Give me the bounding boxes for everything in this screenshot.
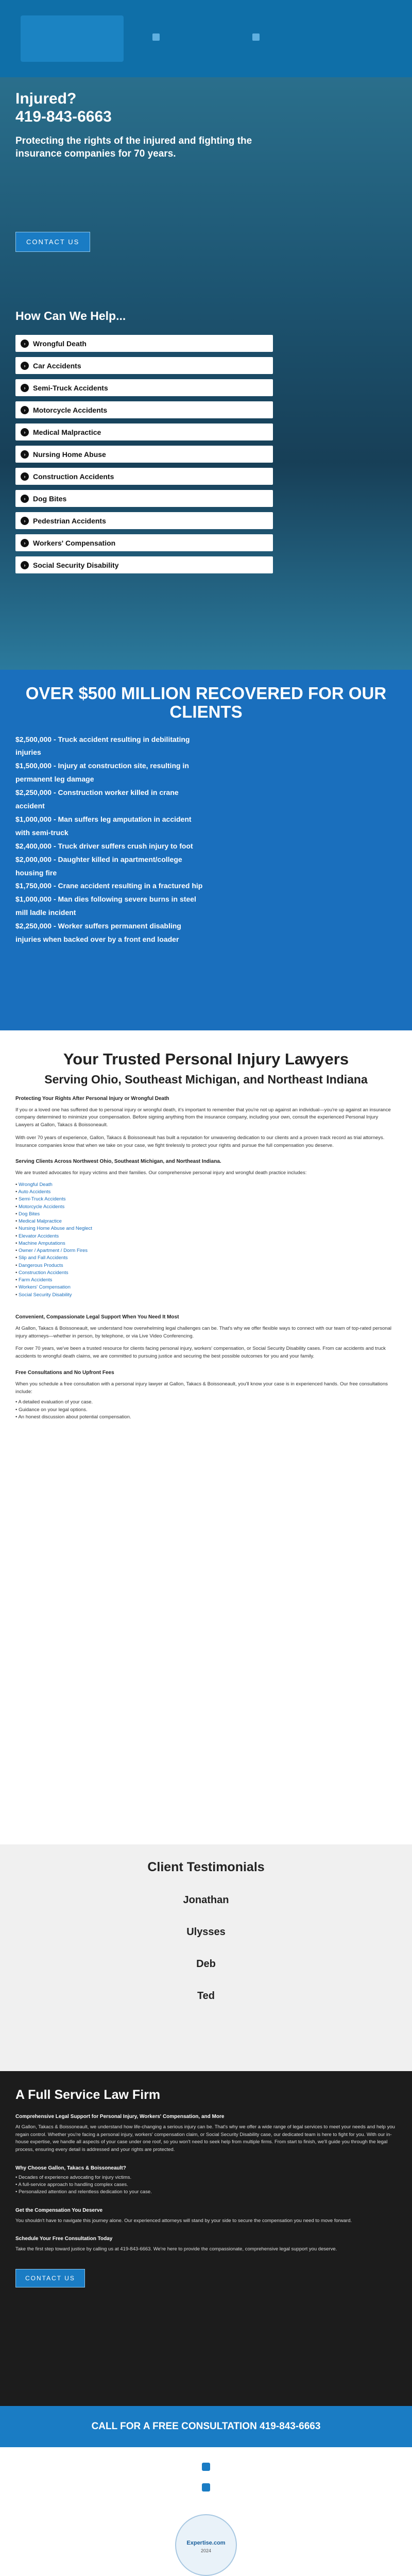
practice-link[interactable]	[15, 1240, 397, 1247]
full-service-contact-button[interactable]: CONTACT US	[15, 2269, 85, 2287]
verdicts-section	[0, 670, 412, 1030]
verdict-item	[15, 813, 206, 840]
full-service-section	[0, 2071, 412, 2406]
why-choose-item	[15, 2181, 397, 2189]
practice-link-label: Elevator Accidents	[18, 1233, 59, 1239]
testimonials-section	[0, 1844, 412, 2071]
verdict-item-label: $2,400,000 - Truck driver suffers crush injury to foot	[15, 841, 193, 850]
expertise-badge-year: 2024	[200, 2548, 212, 2553]
practice-link[interactable]	[15, 1284, 397, 1291]
full-service-heading: A Full Service Law Firm	[15, 2088, 161, 2102]
practice-link-label: Machine Amputations	[18, 1240, 65, 1246]
full-service-paragraph: You shouldn't have to navigate this journey alone. Our experienced attorneys will stand by your side to secure the compensation you need to move forward.	[15, 2217, 352, 2224]
practice-area-item-label: Social Security Disability	[33, 561, 119, 569]
hero-contact-button[interactable]: CONTACT US	[15, 232, 90, 252]
practice-link[interactable]	[15, 1181, 397, 1189]
verdict-item-label: $1,000,000 - Man dies following severe burns in steel mill ladle incident	[15, 895, 196, 917]
trusted-subhead-2: Serving Clients Across Northwest Ohio, Southeast Michigan, and Northeast Indiana.	[15, 1159, 221, 1165]
chevron-right-icon: ›	[21, 340, 29, 348]
verdict-item-label: $2,250,000 - Worker suffers permanent disabling injuries when backed over by a front end loader	[15, 922, 181, 943]
free-consultation-call-bar[interactable]: CALL FOR A FREE CONSULTATION 419-843-6663	[0, 2406, 412, 2447]
practice-link-label: Wrongful Death	[18, 1181, 53, 1188]
trusted-paragraph: When you schedule a free consultation with a personal injury lawyer at Gallon, Takacs & Boissoneault, you'll know your case is in experienced hands. Our free consultations include:	[15, 1381, 388, 1395]
practice-area-item[interactable]	[15, 379, 273, 396]
expertise-badge[interactable]	[175, 2514, 237, 2576]
practice-area-item-label: Wrongful Death	[33, 339, 87, 348]
trusted-section	[0, 1030, 412, 1844]
practice-area-item-label: Car Accidents	[33, 361, 81, 370]
trusted-heading: Your Trusted Personal Injury Lawyers	[63, 1050, 349, 1068]
trusted-subhead-1: Protecting Your Rights After Personal Injury or Wrongful Death	[15, 1095, 169, 1101]
full-service-paragraph: Take the first step toward justice by calling us at 419-843-6663. We're here to provide the compassionate, comprehensive legal support you deserve.	[15, 2246, 337, 2252]
trusted-paragraph: If you or a loved one has suffered due to personal injury or wrongful death, it's important to remember that you're not up against an individual—you're up against an insurance company determined to minimize your compensation. Before signing anything from the insurance company, including your own, consult the experienced Personal Injury Lawyers at Gallon, Takacs & Boissoneault.	[15, 1107, 391, 1128]
full-service-subhead: Schedule Your Free Consultation Today	[15, 2236, 113, 2242]
why-choose-list	[15, 2174, 397, 2196]
hero-phone-link[interactable]: 419-843-6663	[15, 108, 112, 125]
practice-area-item[interactable]	[15, 357, 273, 374]
full-service-subhead: Why Choose Gallon, Takacs & Boissoneault?	[15, 2165, 126, 2171]
chevron-right-icon: ›	[21, 472, 29, 481]
testimonial-name-label: Ulysses	[186, 1926, 226, 1938]
testimonial-name-label: Ted	[197, 1990, 215, 2002]
verdict-item-label: $1,500,000 - Injury at construction site, resulting in permanent leg damage	[15, 761, 189, 784]
consultation-item	[15, 1414, 397, 1421]
hero-section	[0, 77, 412, 670]
hero-heading-line1: Injured?	[15, 90, 77, 107]
practice-area-list	[15, 335, 273, 579]
practice-link-label: Farm Accidents	[18, 1277, 53, 1283]
testimonial-name	[0, 1980, 412, 2012]
verdict-item-label: $1,000,000 - Man suffers leg amputation in accident with semi-truck	[15, 815, 192, 837]
practice-link[interactable]	[15, 1196, 397, 1203]
practice-link[interactable]	[15, 1269, 397, 1277]
practice-link[interactable]	[15, 1218, 397, 1225]
chevron-right-icon: ›	[21, 561, 29, 569]
full-service-subhead: Get the Compensation You Deserve	[15, 2207, 103, 2213]
hero-heading	[15, 90, 283, 126]
practice-link[interactable]	[15, 1262, 397, 1269]
practice-area-item[interactable]	[15, 423, 273, 440]
why-choose-item	[15, 2174, 397, 2181]
phone-icon[interactable]	[152, 33, 160, 41]
practice-link-label: Auto Accidents	[18, 1189, 51, 1195]
practice-link[interactable]	[15, 1225, 397, 1232]
testimonials-heading: Client Testimonials	[147, 1860, 265, 1874]
practice-area-item[interactable]	[15, 512, 273, 529]
practice-area-item[interactable]	[15, 335, 273, 352]
practice-area-item[interactable]	[15, 446, 273, 463]
practice-area-item-label: Pedestrian Accidents	[33, 516, 106, 525]
practice-link-label: Workers' Compensation	[18, 1284, 71, 1291]
practice-area-item[interactable]	[15, 401, 273, 418]
chevron-right-icon: ›	[21, 517, 29, 525]
trusted-paragraph: For over 70 years, we've been a trusted resource for clients facing personal injury, workers' compensation, or Social Security Disability cases. From car accidents and truck accidents to wrongful death claims, we are committed to pursuing justice and securing the best possible outcomes for you and your family.	[15, 1346, 386, 1360]
trusted-subheading: Serving Ohio, Southeast Michigan, and Northeast Indiana	[44, 1072, 368, 1086]
verdict-list	[15, 733, 397, 946]
practice-area-item-label: Nursing Home Abuse	[33, 450, 106, 459]
practice-link-label: Dog Bites	[18, 1211, 40, 1217]
chevron-right-icon: ›	[21, 406, 29, 414]
header-icons	[0, 33, 412, 41]
testimonial-name	[0, 1884, 412, 1916]
practice-link[interactable]	[15, 1277, 397, 1284]
practice-area-item-label: Motorcycle Accidents	[33, 405, 108, 414]
practice-link-label: Dangerous Products	[18, 1262, 63, 1268]
trusted-paragraph: We are trusted advocates for injury victims and their families. Our comprehensive personal injury and wrongful death practice includes:	[15, 1170, 307, 1176]
practice-link-label: Construction Accidents	[18, 1269, 68, 1276]
why-choose-item-label: A full-service approach to handling complex cases.	[18, 2182, 128, 2188]
why-choose-item-label: Personalized attention and relentless dedication to your case.	[18, 2189, 152, 2195]
testimonial-name	[0, 1948, 412, 1980]
practice-link-label: Social Security Disability	[18, 1292, 72, 1298]
practice-link[interactable]	[15, 1189, 397, 1196]
badge-icon	[202, 2463, 210, 2471]
hero-tagline: Protecting the rights of the injured and fighting the insurance companies for 70 years.	[15, 135, 252, 159]
verdict-item	[15, 759, 206, 786]
practice-link-label: Owner / Apartment / Dorm Fires	[18, 1248, 88, 1254]
trusted-subhead-4: Free Consultations and No Upfront Fees	[15, 1369, 114, 1376]
verdict-item-label: $2,000,000 - Daughter killed in apartment/college housing fire	[15, 855, 182, 877]
consultation-item	[15, 1406, 397, 1414]
verdict-item-label: $2,250,000 - Construction worker killed in crane accident	[15, 788, 179, 810]
chevron-right-icon: ›	[21, 362, 29, 370]
trusted-paragraph: At Gallon, Takacs & Boissoneault, we understand how overwhelming legal challenges can be. That's why we offer flexible ways to connect with our team of top-rated personal injury attorneys—whether in person, by telephone, or via Live Video Conferencing.	[15, 1325, 392, 1339]
trusted-paragraph: With over 70 years of experience, Gallon, Takacs & Boissoneault has built a reputation for unwavering dedication to our clients and a proven track record as trial attorneys. Insurance companies know that when we take on your case, we fight tirelessly to protect your rights and pursue the full compensation you deserve.	[15, 1134, 385, 1148]
verdict-item	[15, 879, 206, 893]
practice-link[interactable]	[15, 1233, 397, 1240]
chevron-right-icon: ›	[21, 384, 29, 392]
consultation-item-label: An honest discussion about potential compensation.	[18, 1414, 131, 1420]
practice-link-label: Nursing Home Abuse and Neglect	[18, 1226, 93, 1232]
practice-area-item[interactable]	[15, 534, 273, 551]
full-service-paragraph: At Gallon, Takacs & Boissoneault, we understand how life-changing a serious injury can be. That's why we offer a wide range of legal services to meet your needs and help you regain control. Whether you're facing a personal injury, workers' compensation claim, or Social Security Disability case, our dedicated team is here to fight for you. With our in-house expertise, we handle all aspects of your case under one roof, so you won't need to seek help from multiple firms. From start to finish, we'll guide you through the legal process, ensuring every detail is addressed and your rights are protected.	[15, 2124, 395, 2153]
verdict-item	[15, 786, 206, 813]
badges-section	[0, 2447, 412, 2576]
verdict-item	[15, 733, 206, 760]
testimonial-list	[0, 1884, 412, 2012]
testimonial-name-label: Jonathan	[183, 1894, 229, 1906]
practice-link-label: Medical Malpractice	[18, 1218, 62, 1225]
expertise-badge-name: Expertise.com	[186, 2540, 226, 2546]
practice-link-label: Motorcycle Accidents	[18, 1204, 65, 1210]
chevron-right-icon: ›	[21, 495, 29, 503]
practice-link[interactable]	[15, 1247, 397, 1255]
consultation-item-label: Guidance on your legal options.	[18, 1406, 88, 1413]
consultation-list	[15, 1399, 397, 1421]
practice-link-label: Slip and Fall Accidents	[18, 1255, 68, 1261]
practice-area-item[interactable]	[15, 490, 273, 507]
trusted-subhead-3: Convenient, Compassionate Legal Support When You Need It Most	[15, 1314, 179, 1320]
consultation-item	[15, 1399, 397, 1406]
hero-text	[15, 90, 283, 160]
why-choose-item-label: Decades of experience advocating for injury victims.	[18, 2174, 132, 2180]
verdict-item-label: $1,750,000 - Crane accident resulting in a fractured hip	[15, 882, 203, 890]
chevron-right-icon: ›	[21, 539, 29, 547]
practice-links-list	[15, 1181, 397, 1299]
practice-link[interactable]	[15, 1211, 397, 1218]
practice-area-item-label: Semi-Truck Accidents	[33, 383, 108, 392]
verdict-item	[15, 840, 206, 853]
help-heading: How Can We Help...	[15, 309, 126, 323]
verdict-item	[15, 853, 206, 880]
site-header	[0, 0, 412, 77]
verdict-item	[15, 893, 206, 920]
practice-area-item-label: Construction Accidents	[33, 472, 114, 481]
practice-area-item[interactable]	[15, 556, 273, 573]
testimonial-name-label: Deb	[196, 1958, 216, 1970]
practice-area-item-label: Medical Malpractice	[33, 428, 101, 436]
verdict-item	[15, 920, 206, 946]
practice-link[interactable]	[15, 1255, 397, 1262]
verdicts-heading: OVER $500 MILLION RECOVERED FOR OUR CLIENTS	[25, 684, 387, 722]
why-choose-item	[15, 2189, 397, 2196]
practice-link[interactable]	[15, 1292, 397, 1299]
menu-icon[interactable]	[252, 33, 260, 41]
practice-area-item-label: Dog Bites	[33, 494, 67, 503]
practice-link[interactable]	[15, 1204, 397, 1211]
testimonial-name	[0, 1916, 412, 1948]
verdict-item-label: $2,500,000 - Truck accident resulting in debilitating injuries	[15, 735, 190, 757]
practice-link-label: Semi-Truck Accidents	[18, 1196, 66, 1202]
chevron-right-icon: ›	[21, 450, 29, 459]
chevron-right-icon: ›	[21, 428, 29, 436]
full-service-subhead: Comprehensive Legal Support for Personal Injury, Workers' Compensation, and More	[15, 2114, 225, 2120]
consultation-item-label: A detailed evaluation of your case.	[18, 1399, 93, 1405]
badge-icon	[202, 2483, 210, 2492]
practice-area-item-label: Workers' Compensation	[33, 538, 116, 547]
practice-area-item[interactable]	[15, 468, 273, 485]
